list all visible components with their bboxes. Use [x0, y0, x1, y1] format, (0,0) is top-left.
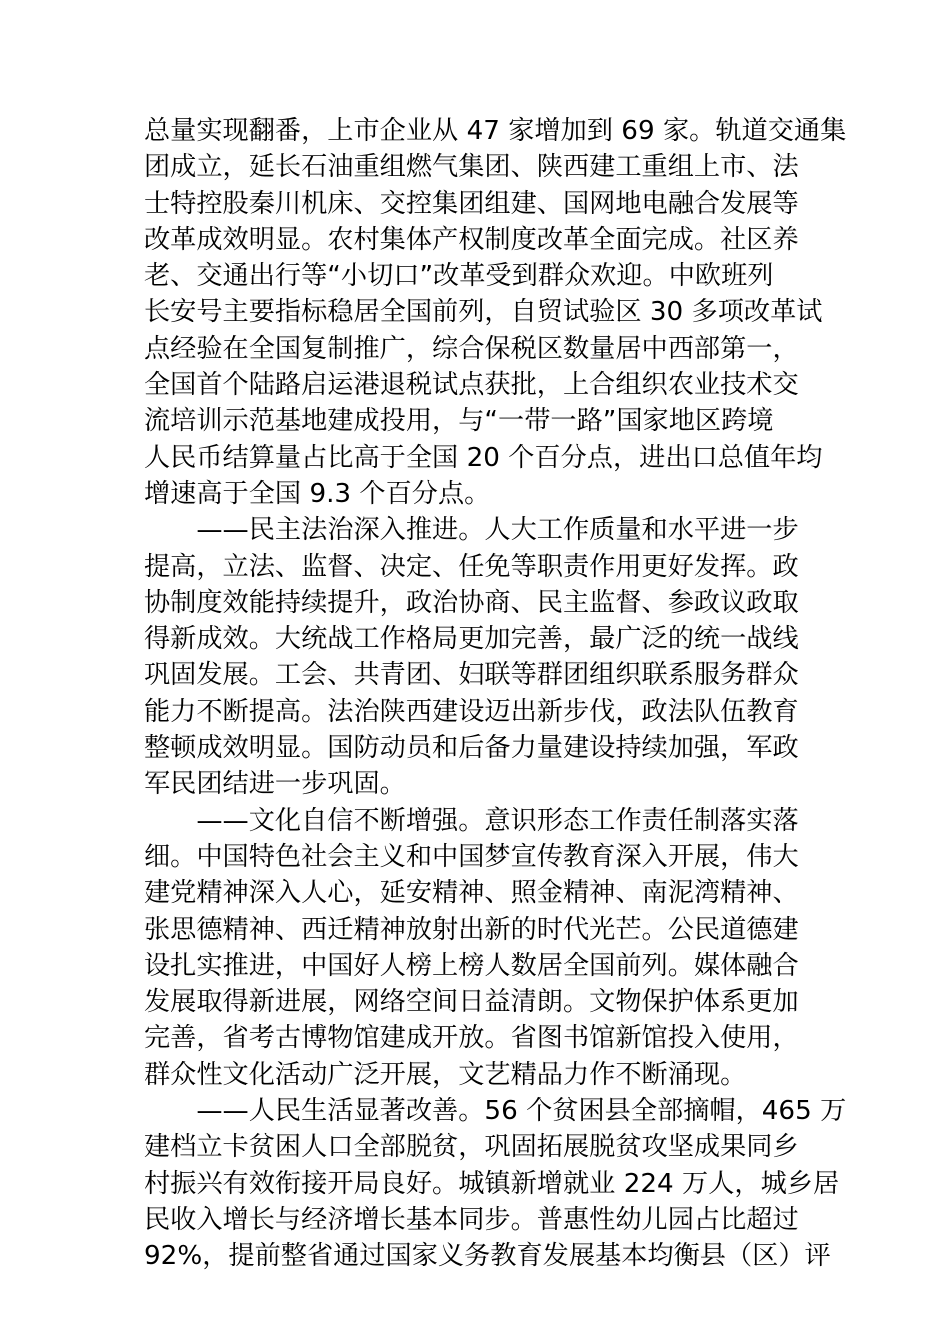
text-line: 村振兴有效衔接开局良好。城镇新增就业 224 万人，城乡居 [144, 1168, 840, 1199]
text-line: 巩固发展。工会、共青团、妇联等群团组织联系服务群众 [144, 660, 799, 691]
text-line: 建党精神深入人心，延安精神、照金精神、南泥湾精神、 [144, 878, 799, 909]
text-line: 完善，省考古博物馆建成开放。省图书馆新馆投入使用， [144, 1023, 799, 1054]
text-line: 协制度效能持续提升，政治协商、民主监督、参政议政取 [144, 587, 799, 618]
text-line: 人民币结算量占比高于全国 20 个百分点，进出口总值年均 [144, 442, 823, 473]
text-line: 张思德精神、西迁精神放射出新的时代光芒。公民道德建 [144, 914, 799, 945]
text-line: 老、交通出行等“小切口”改革受到群众欢迎。中欧班列 [144, 261, 774, 292]
text-line: 设扎实推进，中国好人榜上榜人数居全国前列。媒体融合 [144, 950, 799, 981]
text-line: 整顿成效明显。国防动员和后备力量建设持续加强，军政 [144, 733, 799, 764]
text-line: 92%，提前整省通过国家义务教育发展基本均衡县（区）评 [144, 1241, 831, 1272]
text-line: 士特控股秦川机床、交控集团组建、国网地电融合发展等 [144, 188, 799, 219]
text-line: 流培训示范基地建成投用，与“一带一路”国家地区跨境 [144, 406, 774, 437]
paragraph-start-line: ——民主法治深入推进。人大工作质量和水平进一步 [144, 515, 799, 546]
text-line: 总量实现翻番，上市企业从 47 家增加到 69 家。轨道交通集 [144, 116, 847, 146]
text-line: 团成立，延长石油重组燃气集团、陕西建工重组上市、法 [144, 152, 799, 183]
text-line: 建档立卡贫困人口全部脱贫，巩固拓展脱贫攻坚成果同乡 [144, 1132, 799, 1163]
text-line: 增速高于全国 9.3 个百分点。 [144, 478, 491, 509]
paragraph-start-line: ——人民生活显著改善。56 个贫困县全部摘帽，465 万 [144, 1096, 847, 1127]
text-line: 群众性文化活动广泛开展，文艺精品力作不断涌现。 [144, 1059, 747, 1090]
body-text [144, 113, 847, 1275]
paragraph-start-line: ——文化自信不断增强。意识形态工作责任制落实落 [144, 805, 799, 836]
text-line: 民收入增长与经济增长基本同步。普惠性幼儿园占比超过 [144, 1204, 799, 1235]
text-line: 能力不断提高。法治陕西建设迈出新步伐，政法队伍教育 [144, 696, 799, 727]
text-line: 改革成效明显。农村集体产权制度改革全面完成。社区养 [144, 224, 799, 255]
text-line: 细。中国特色社会主义和中国梦宣传教育深入开展，伟大 [144, 841, 799, 872]
text-line: 得新成效。大统战工作格局更加完善，最广泛的统一战线 [144, 624, 799, 655]
text-line: 提高，立法、监督、决定、任免等职责作用更好发挥。政 [144, 551, 799, 582]
text-line: 军民团结进一步巩固。 [144, 769, 406, 800]
text-line: 点经验在全国复制推广，综合保税区数量居中西部第一， [144, 333, 799, 364]
text-line: 长安号主要指标稳居全国前列，自贸试验区 30 多项改革试 [144, 297, 823, 328]
text-line: 发展取得新进展，网络空间日益清朗。文物保护体系更加 [144, 987, 799, 1018]
text-line: 全国首个陆路启运港退税试点获批，上合组织农业技术交 [144, 370, 799, 401]
